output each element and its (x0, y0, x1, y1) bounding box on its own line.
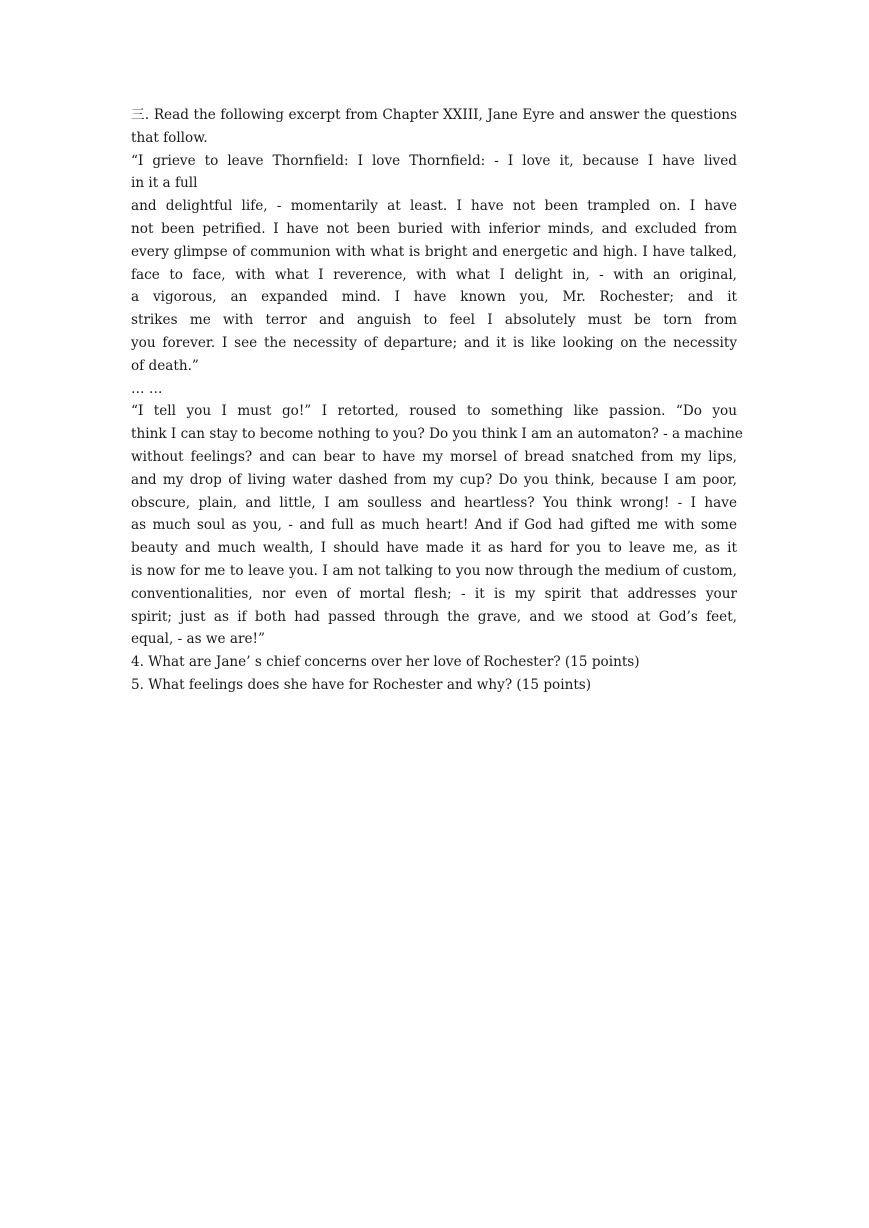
text-line: is now for me to leave you. I am not talking to you now through the medium of custom, (131, 562, 737, 579)
text-line: strikes me with terror and anguish to feel I absolutely must be torn from (131, 312, 737, 329)
text-line: not been petrified. I have not been buried with inferior minds, and excluded from (131, 220, 737, 237)
text-line: as much soul as you, - and full as much heart! And if God had gifted me with some (131, 517, 737, 534)
section-heading (131, 104, 737, 150)
question-4: 4. What are Jane’ s chief concerns over her love of Rochester? (15 points) (131, 654, 640, 671)
excerpt-paragraph-2 (131, 400, 743, 651)
text-line: you forever. I see the necessity of departure; and it is like looking on the necessity (131, 334, 737, 351)
text-line: think I can stay to become nothing to you? Do you think I am an automaton? - a machine (131, 426, 743, 443)
text-line: every glimpse of communion with what is bright and energetic and high. I have talked, (131, 243, 737, 260)
text-line: “I tell you I must go!” I retorted, roused to something like passion. “Do you (131, 403, 737, 420)
text-line: 三. Read the following excerpt from Chapter XXIII, Jane Eyre and answer the questions (131, 107, 737, 123)
question-list (131, 651, 737, 697)
text-line: and my drop of living water dashed from my cup? Do you think, because I am poor, (131, 471, 737, 488)
text-line: in it a full (131, 175, 198, 192)
text-line: conventionalities, nor even of mortal flesh; - it is my spirit that addresses your (131, 585, 737, 602)
text-line: and delightful life, - momentarily at least. I have not been trampled on. I have (131, 198, 737, 215)
text-line: without feelings? and can bear to have my morsel of bread snatched from my lips, (131, 448, 737, 465)
text-line: of death.” (131, 357, 199, 374)
text-line: a vigorous, an expanded mind. I have known you, Mr. Rochester; and it (131, 289, 737, 306)
text-line: beauty and much wealth, I should have made it as hard for you to leave me, as it (131, 540, 737, 557)
text-line: obscure, plain, and little, I am soulless and heartless? You think wrong! - I have (131, 494, 737, 511)
text-line: face to face, with what I reverence, with what I delight in, - with an original, (131, 266, 737, 283)
question-5: 5. What feelings does she have for Rochester and why? (15 points) (131, 676, 592, 693)
ellipsis: … … (131, 380, 163, 397)
text-line: spirit; just as if both had passed through the grave, and we stood at God’s feet, (131, 608, 737, 625)
text-line: “I grieve to leave Thornfield: I love Thornfield: - I love it, because I have lived (131, 152, 737, 169)
excerpt-paragraph-1 (131, 150, 737, 378)
document-page (131, 104, 743, 697)
text-line: that follow. (131, 129, 208, 146)
text-line: equal, - as we are!” (131, 631, 265, 648)
